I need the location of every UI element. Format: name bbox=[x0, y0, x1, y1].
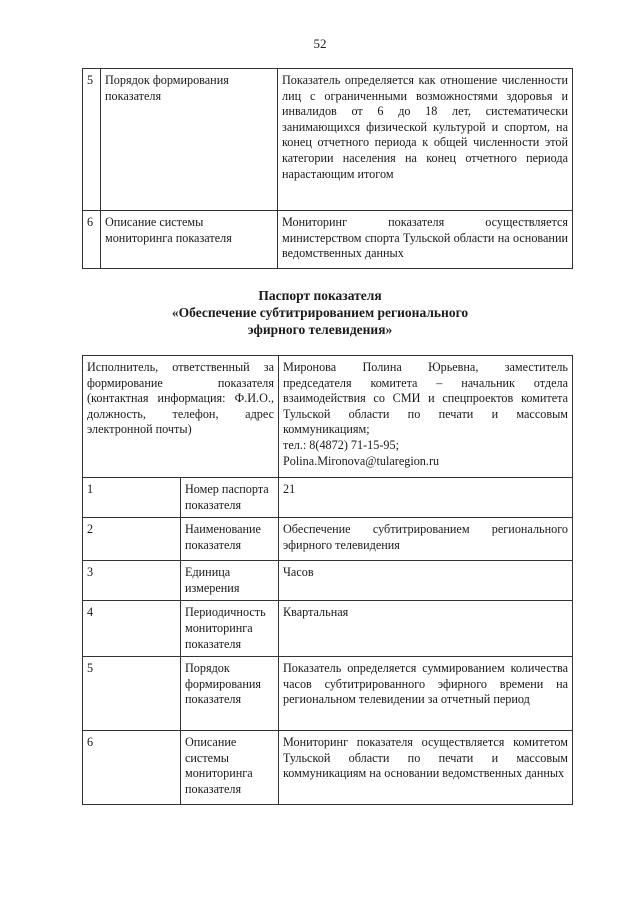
row-value: Часов bbox=[279, 561, 573, 601]
row-label: Единица измерения bbox=[181, 561, 279, 601]
row-number: 1 bbox=[83, 478, 181, 518]
indicator-table-continued bbox=[82, 68, 573, 269]
table-row bbox=[83, 478, 573, 518]
row-label: Порядок формирования показателя bbox=[101, 69, 278, 211]
table-row bbox=[83, 518, 573, 561]
passport-title-line: «Обеспечение субтитрированием регионального bbox=[171, 305, 469, 320]
table-row bbox=[83, 731, 573, 805]
row-value: Показатель определяется суммированием количества часов субтитрированного эфирного времени на региональном телевидении за отчетный период bbox=[279, 657, 573, 731]
table-row bbox=[83, 657, 573, 731]
table-row bbox=[83, 69, 573, 211]
table-row bbox=[83, 211, 573, 269]
row-number: 6 bbox=[83, 731, 181, 805]
row-number: 3 bbox=[83, 561, 181, 601]
row-value: Квартальная bbox=[279, 601, 573, 657]
passport-table bbox=[82, 355, 573, 805]
row-label: Периодичность мониторинга показателя bbox=[181, 601, 279, 657]
table-row bbox=[83, 561, 573, 601]
page-number: 52 bbox=[313, 36, 327, 51]
row-value: 21 bbox=[279, 478, 573, 518]
row-label: Описание системы мониторинга показателя bbox=[181, 731, 279, 805]
executor-label: Исполнитель, ответственный за формирование показателя (контактная информация: Ф.И.О., должность, телефон, адрес электронной почты) bbox=[83, 356, 279, 478]
row-number: 2 bbox=[83, 518, 181, 561]
passport-title bbox=[0, 287, 640, 338]
row-label: Описание системы мониторинга показателя bbox=[101, 211, 278, 269]
row-number: 4 bbox=[83, 601, 181, 657]
row-value: Обеспечение субтитрированием регионального эфирного телевидения bbox=[279, 518, 573, 561]
row-label: Порядок формирования показателя bbox=[181, 657, 279, 731]
row-value: Показатель определяется как отношение численности лиц с ограниченными возможностями здоровья и инвалидов от 6 до 18 лет, систематически занимающихся физической культурой и спортом, на конец отчетного периода к общей численности этой категории населения на конец отчетного периода нарастающим итогом bbox=[278, 69, 573, 211]
row-number: 6 bbox=[83, 211, 101, 269]
executor-text: Миронова Полина Юрьевна, заместитель председателя комитета – начальник отдела взаимодействия со СМИ и спецпроектов комитета Тульской области по печати и массовым коммуникациям; bbox=[283, 360, 568, 437]
row-value: Мониторинг показателя осуществляется комитетом Тульской области по печати и массовым коммуникациям на основании ведомственных данных bbox=[279, 731, 573, 805]
passport-title-line: эфирного телевидения» bbox=[247, 322, 393, 337]
executor-email: Polina.Mironova@tularegion.ru bbox=[283, 453, 440, 468]
row-number: 5 bbox=[83, 69, 101, 211]
row-number: 5 bbox=[83, 657, 181, 731]
executor-info bbox=[279, 356, 573, 478]
executor-row bbox=[83, 356, 573, 478]
table-row bbox=[83, 601, 573, 657]
row-value: Мониторинг показателя осуществляется министерством спорта Тульской области на основании ведомственных данных bbox=[278, 211, 573, 269]
row-label: Номер паспорта показателя bbox=[181, 478, 279, 518]
executor-phone: тел.: 8(4872) 71-15-95; bbox=[283, 437, 399, 452]
row-label: Наименование показателя bbox=[181, 518, 279, 561]
passport-title-line: Паспорт показателя bbox=[258, 288, 382, 303]
